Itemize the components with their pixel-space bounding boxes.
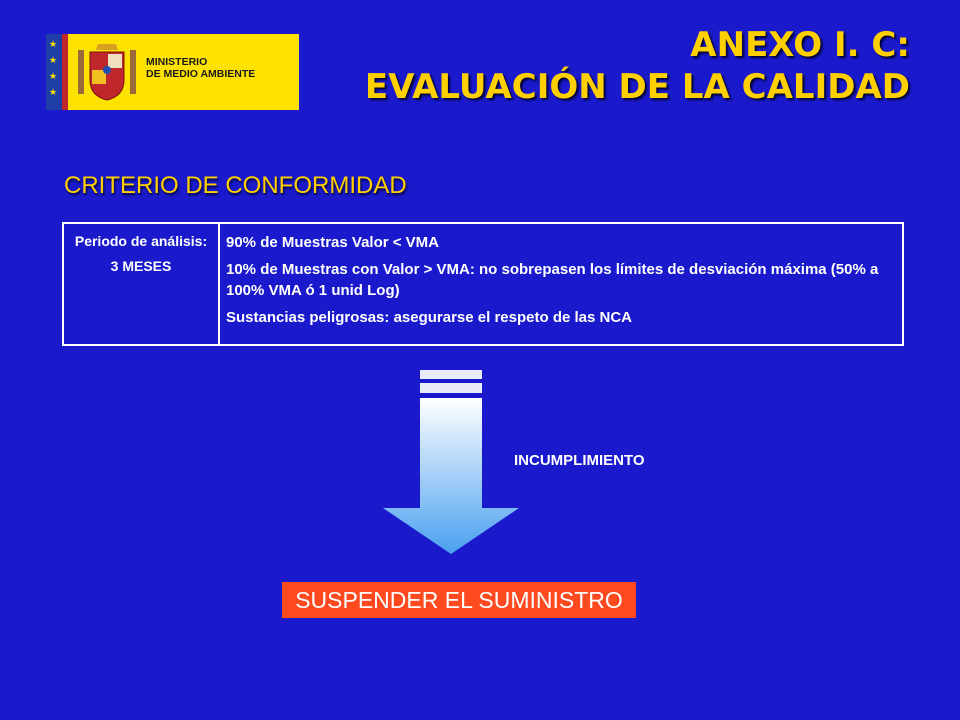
star-icon: ★ [49,87,58,97]
criteria-table [62,222,904,346]
period-label: Periodo de análisis: [74,233,208,249]
period-cell [63,223,219,345]
ministry-logo [46,34,299,110]
coat-of-arms-icon [76,40,138,104]
star-icon: ★ [49,71,58,81]
arrow-label: INCUMPLIMIENTO [514,452,645,469]
eu-flag-strip [46,34,62,110]
title-line-2: EVALUACIÓN DE LA CALIDAD [364,67,910,107]
criteria-item: 10% de Muestras con Valor > VMA: no sobrepasen los límites de desviación máxima (50% a 100% VMA ó 1 unid Log) [226,261,879,299]
table-row [63,223,903,345]
down-arrow-icon [382,368,520,556]
title-line-1: ANEXO I. C: [690,25,910,65]
period-value: 3 MESES [110,258,172,274]
section-heading: CRITERIO DE CONFORMIDAD [64,172,407,199]
star-icon: ★ [49,39,58,49]
ministry-line-2: DE MEDIO AMBIENTE [146,68,256,80]
spain-flag-strip [62,34,68,110]
ministry-line-1: MINISTERIO [146,56,208,68]
action-box: SUSPENDER EL SUMINISTRO [282,582,636,618]
criteria-cell [219,223,903,345]
criteria-item: 90% de Muestras Valor < VMA [226,234,440,251]
star-icon: ★ [49,55,58,65]
ministry-name [146,56,255,80]
slide-title [365,24,910,108]
criteria-item: Sustancias peligrosas: asegurarse el respeto de las NCA [226,309,633,326]
